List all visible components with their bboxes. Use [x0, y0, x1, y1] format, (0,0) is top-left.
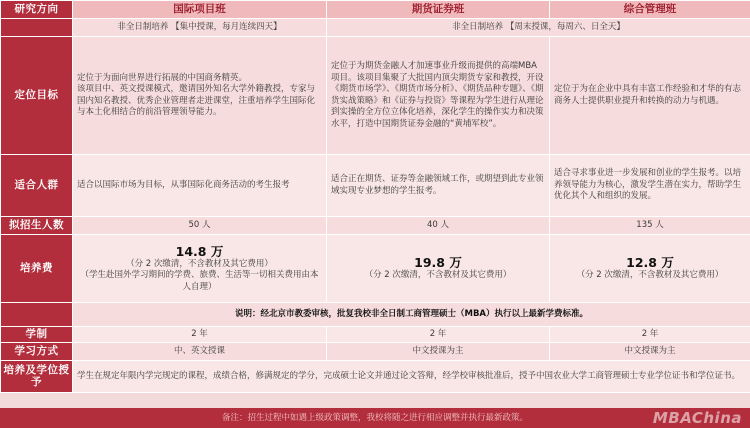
- enrollment-label: 拟招生人数: [1, 217, 73, 235]
- tuition-intl: [73, 235, 327, 303]
- enrollment-intl: 50 人: [73, 217, 327, 235]
- footer-note: 备注：招生过程中如遇上级政策调整，我校将随之进行相应调整并执行最新政策。: [221, 413, 528, 423]
- teaching-futures: 中文授课为主: [327, 343, 550, 361]
- tuition-general-note: （分 2 次缴清，不含教材及其它费用）: [576, 270, 724, 281]
- audience-intl: 适合以国际市场为目标，从事国际化商务活动的考生报考: [73, 155, 327, 217]
- mode-label-cell: [1, 19, 73, 37]
- positioning-intl-line2: 该项目中、英文授课模式，邀请国外知名大学外籍教授，专家与国内知名教授、优秀企业管理者走进课堂，注重培养学生国际化与本土化相结合的前沿管理领导能力。: [77, 84, 316, 117]
- duration-row: [1, 327, 750, 343]
- tuition-notice: 说明：经北京市教委审核，批复我校非全日制工商管理硕士（MBA）执行以上最新学费标准。: [73, 303, 750, 327]
- tuition-row: [1, 235, 750, 303]
- program-intl-header: 国际项目班: [73, 1, 327, 19]
- duration-intl: 2 年: [73, 327, 327, 343]
- mode-intl: 非全日制培养 【集中授课，每月连续四天】: [73, 19, 327, 37]
- tuition-futures-note: （分 2 次缴清，不含教材及其它费用）: [364, 270, 512, 281]
- mode-row: [1, 19, 750, 37]
- audience-row: [1, 155, 750, 217]
- teaching-label: 学习方式: [1, 343, 73, 361]
- positioning-futures: 定位于为期货金融人才加速事业升级而提供的高端MBA项目。该项目集聚了大批国内顶尖期货专家和教授，开设《期货市场学》、《期货市场分析》、《期货品种专题》、《期货实战策略》和《证券与投资》等课程为学生进行从理论到实操的全方位立体化培养，深化学生的操作实力和决策水平，打造中国期货证券金融的“黄埔军校”。: [327, 37, 550, 155]
- tuition-intl-extra: （学生赴国外学习期间的学费、旅费、生活等一切相关费用由本人自理）: [80, 270, 319, 292]
- degree-text: 学生在规定年限内学完规定的课程，成绩合格，修满规定的学分，完成硕士论文并通过论文答辩，经学校审核批准后，授予中国农业大学工商管理硕士专业学位证书和学位证书。: [73, 361, 750, 393]
- brand-watermark: MBAChina: [652, 409, 742, 427]
- audience-label: 适合人群: [1, 155, 73, 217]
- tuition-intl-amount: 14.8 万: [175, 243, 224, 259]
- audience-futures: 适合正在期货、证券等金融领域工作，或期望到此专业领域实现专业梦想的学生报考。: [327, 155, 550, 217]
- teaching-intl: 中、英文授课: [73, 343, 327, 361]
- positioning-intl-line1: 定位于为面向世界进行拓展的中国商务精英。: [77, 72, 248, 83]
- enrollment-futures: 40 人: [327, 217, 550, 235]
- degree-label: 培养及学位授予: [1, 361, 73, 393]
- degree-row: [1, 361, 750, 393]
- notice-row: [1, 303, 750, 327]
- tuition-label: 培养费: [1, 235, 73, 303]
- duration-general: 2 年: [550, 327, 750, 343]
- positioning-row: [1, 37, 750, 155]
- teaching-row: [1, 343, 750, 361]
- tuition-general-amount: 12.8 万: [626, 255, 674, 271]
- footer-note-bar: [0, 408, 750, 428]
- teaching-general: 中文授课为主: [550, 343, 750, 361]
- duration-futures: 2 年: [327, 327, 550, 343]
- audience-general: 适合寻求事业进一步发展和创业的学生报考。以培养领导能力为核心，激发学生潜在实力，帮助学生优化其个人和组织的发展。: [550, 155, 750, 217]
- enrollment-row: [1, 217, 750, 235]
- tuition-intl-note: （分 2 次缴清，不含教材及其它费用）: [126, 258, 273, 269]
- mode-weekend: 非全日制培养 【周末授课，每周六、日全天】: [327, 19, 750, 37]
- positioning-intl: [73, 37, 327, 155]
- positioning-label: 定位目标: [1, 37, 73, 155]
- enrollment-general: 135 人: [550, 217, 750, 235]
- header-row: [1, 1, 750, 19]
- program-general-header: 综合管理班: [550, 1, 750, 19]
- tuition-futures: [327, 235, 550, 303]
- notice-label-cell: [1, 303, 73, 327]
- tuition-futures-amount: 19.8 万: [414, 255, 462, 271]
- field-label: 研究方向: [1, 1, 73, 19]
- positioning-general: 定位于为在企业中具有丰富工作经验和才华的有志商务人士提供职业提升和转换的动力与机遇。: [550, 37, 750, 155]
- duration-label: 学制: [1, 327, 73, 343]
- tuition-general: [550, 235, 750, 303]
- program-futures-header: 期货证券班: [327, 1, 550, 19]
